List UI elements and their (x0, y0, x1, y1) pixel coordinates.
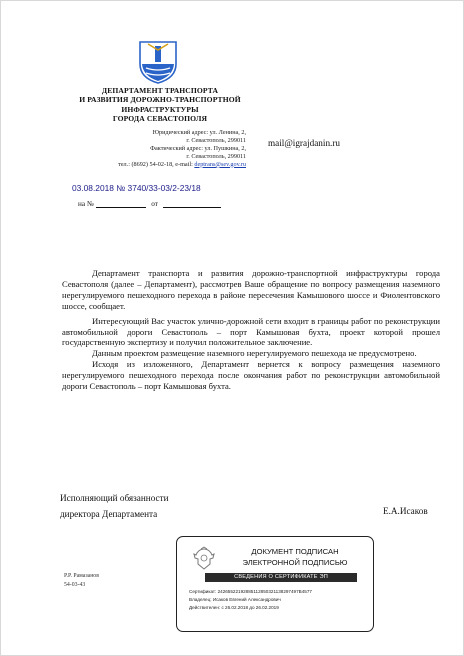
body-paragraph: Исходя из изложенного, Департамент вернется к вопросу размещения наземного нерегулируемого пешеходного перехода после окончания работ по реконструкции автомобильной дороги Севастополь – порт Камышовая бухта. (62, 359, 440, 392)
address-line: Юридический адрес: ул. Ленина, 2, (152, 129, 246, 136)
org-line: ГОРОДА СЕВАСТОПОЛЯ (112, 114, 208, 124)
executor-phone: 54-03-43 (64, 581, 86, 588)
cert-label: Сертификат: (189, 589, 217, 594)
sevastopol-crest-icon (138, 40, 178, 84)
cert-value: 24265522192885112850321138297497B4577 (217, 589, 312, 594)
valid-label: Действителен: (189, 605, 221, 610)
signer-name: Е.А.Исаков (383, 506, 428, 516)
recipient-email: mail@igrajdanin.ru (268, 138, 340, 148)
validity-row (189, 605, 279, 610)
org-line: ДЕПАРТАМЕНТ ТРАНСПОРТА (101, 86, 219, 95)
ref-from: от (151, 200, 158, 208)
address-line: г. Севастополь, 299011 (186, 136, 246, 144)
body-paragraph: Департамент транспорта и развития дорожно-транспортной инфраструктуры города Севастополя (далее – Департамент), рассмотрев Ваше обращение по вопросу размещения наземного нерегулируемого пешеходного перехода в районе пересечения Камышового шоссе и Фиолентовского шоссе, сообщает. (62, 268, 440, 311)
executor-block (64, 572, 99, 589)
certificate-row (189, 589, 312, 594)
signer-title-line: Исполняющий обязанности (60, 493, 169, 503)
contact-line (86, 161, 246, 169)
org-line: ИНФРАСТРУКТУРЫ (121, 104, 199, 114)
address-line: г. Севастополь, 299011 (186, 152, 246, 160)
signer-title-line: директора Департамента (60, 509, 158, 519)
email-link[interactable]: deptrans@sev.gov.ru (194, 160, 246, 168)
body-paragraph: Данным проектом размещение наземного нерегулируемого пешехода не предусмотрено. (92, 348, 417, 359)
organization-name (60, 86, 260, 124)
contact-phone: тел.: (8692) 54-02-18, e-mail: (118, 160, 195, 168)
electronic-signature-stamp (176, 536, 374, 632)
signer-title (60, 490, 169, 522)
owner-value: Исаков Евгений Александрович (212, 597, 281, 602)
ref-prefix: на № (78, 200, 94, 208)
address-line: Фактический адрес: ул. Пушкина, 2, (150, 144, 246, 152)
body-paragraph: Интересующий Вас участок улично-дорожной сети входит в границы работ по реконструкции автомобильной дороги Севастополь – порт Камышовая бухта, проект которой прошел государственную экспертизу и получил положительное заключение. (62, 315, 440, 348)
ref-date-blank (163, 200, 221, 208)
stamp-title: ДОКУМЕНТ ПОДПИСАН (251, 547, 339, 556)
owner-row (189, 597, 281, 602)
letter-body (62, 268, 440, 392)
address-block (86, 129, 246, 169)
ref-number-blank (96, 200, 146, 208)
certificate-header: СВЕДЕНИЯ О СЕРТИФИКАТЕ ЭП (205, 573, 357, 582)
org-line: И РАЗВИТИЯ ДОРОЖНО-ТРАНСПОРТНОЙ (79, 95, 241, 105)
stamp-subtitle: ЭЛЕКТРОННОЙ ПОДПИСЬЮ (242, 558, 348, 567)
executor-name: Р.Р. Рамазанов (64, 573, 99, 579)
coat-of-arms-icon (191, 546, 217, 572)
owner-label: Владелец: (189, 597, 212, 602)
reference-line (78, 200, 221, 208)
valid-value: с 26.02.2018 до 26.02.2019 (221, 605, 279, 610)
registration-number: 03.08.2018 № 3740/33-03/2-23/18 (72, 183, 201, 193)
